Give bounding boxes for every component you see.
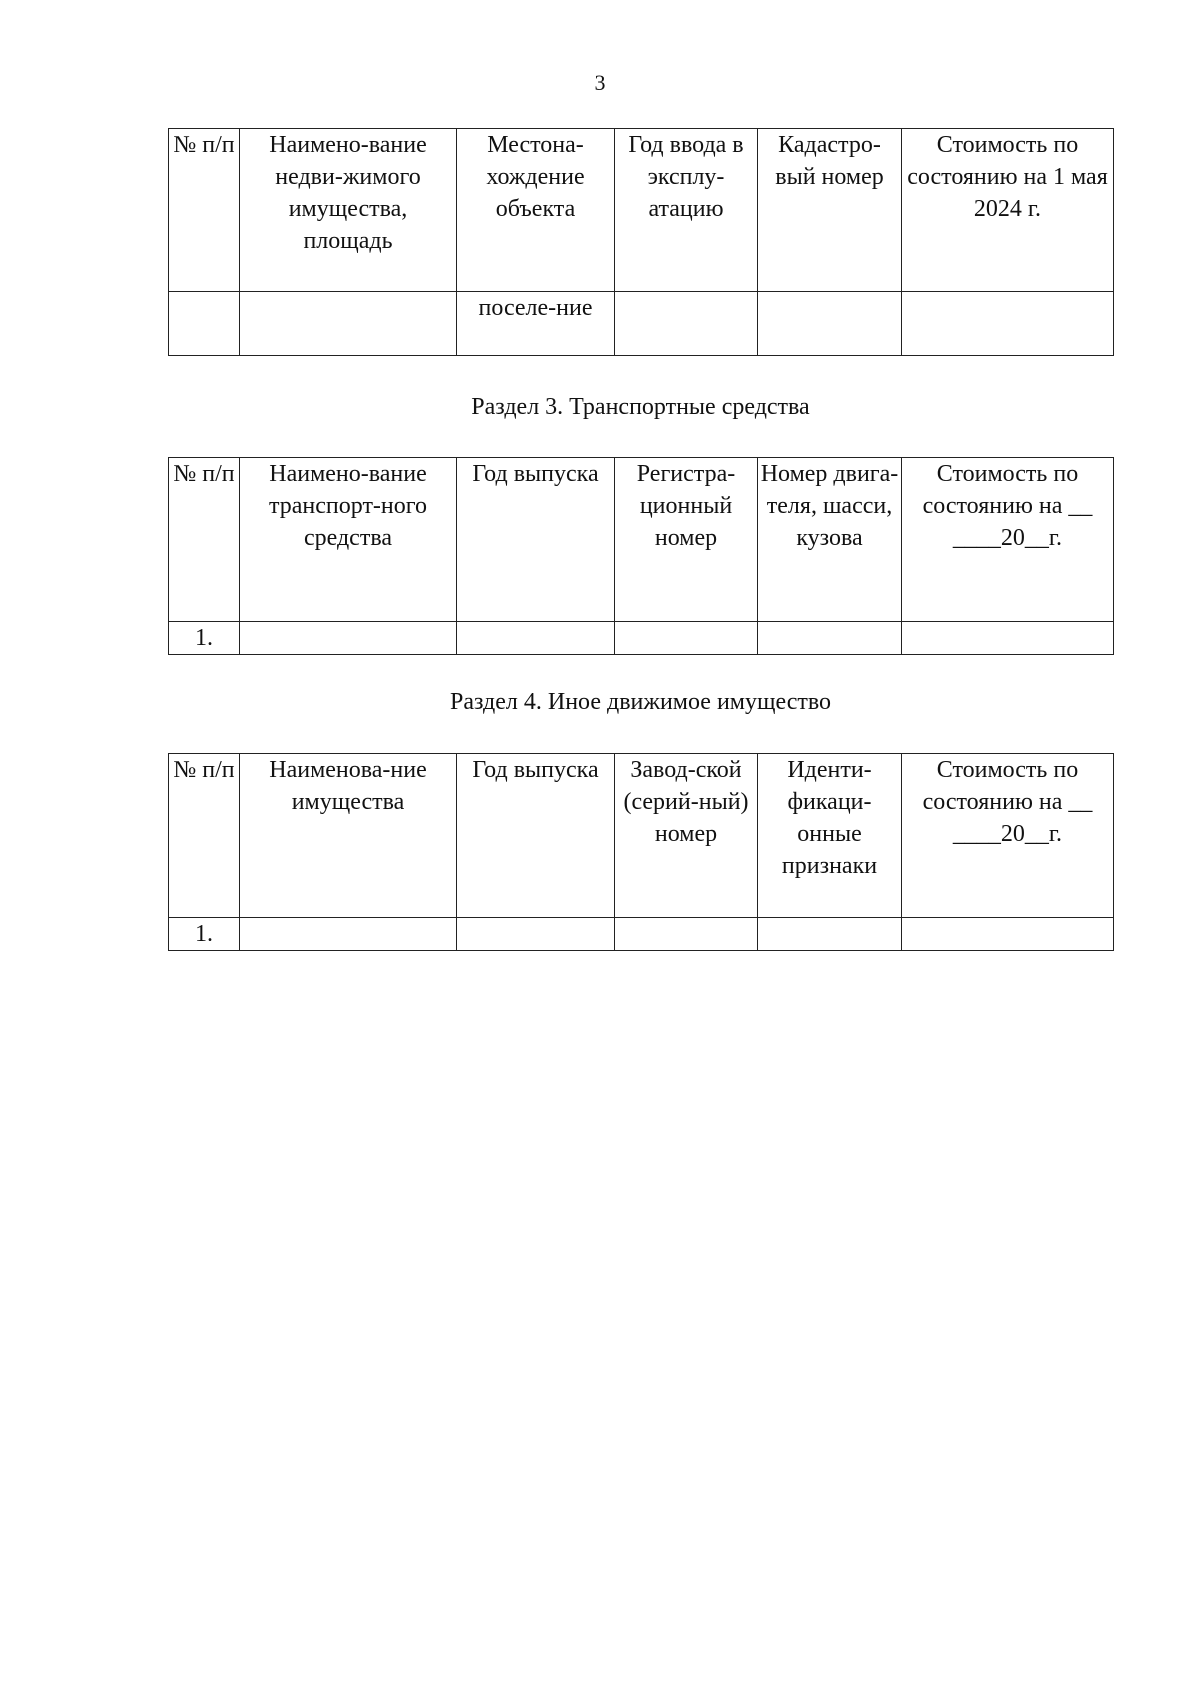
table-cell [758,918,902,951]
header-cell-cadastral: Кадастро-вый номер [758,129,902,292]
table-cell [902,622,1114,655]
table-cell [902,292,1114,356]
page-number: 3 [594,70,606,95]
header-cell-name: Наименова-ние имущества [240,754,457,918]
table-row [169,622,1114,655]
table-cell: 1. [169,622,240,655]
table-header-row [169,458,1114,622]
table-cell [902,918,1114,951]
header-cell-identification: Иденти-фикаци-онные признаки [758,754,902,918]
table-header-row [169,129,1114,292]
section-3-title: Раздел 3. Транспортные средства [471,394,810,420]
table-cell [457,918,615,951]
table-cell [457,622,615,655]
table-cell [615,918,758,951]
section-4-title: Раздел 4. Иное движимое имущество [449,689,832,715]
table-cell: 1. [169,918,240,951]
header-cell-engine: Номер двига-теля, шасси, кузова [758,458,902,622]
table-cell [758,292,902,356]
table-cell [240,622,457,655]
table-cell [615,292,758,356]
table-row [169,918,1114,951]
header-cell-name: Наимено-вание транспорт-ного средства [240,458,457,622]
table-cell [169,292,240,356]
header-cell-number: № п/п [169,458,240,622]
table-cell [240,918,457,951]
header-cell-location: Местона-хождение объекта [457,129,615,292]
table-cell [758,622,902,655]
header-cell-value: Стоимость по состоянию на __ ____20__г. [902,458,1114,622]
header-cell-number: № п/п [169,129,240,292]
table-cell: поселе-ние [457,292,615,356]
header-cell-year: Год ввода в эксплу-атацию [615,129,758,292]
header-cell-year: Год выпуска [457,458,615,622]
header-cell-value: Стоимость по состоянию на 1 мая 2024 г. [902,129,1114,292]
header-cell-registration: Регистра-ционный номер [615,458,758,622]
header-cell-number: № п/п [169,754,240,918]
table-header-row [169,754,1114,918]
table-cell [615,622,758,655]
table-row [169,292,1114,356]
header-cell-year: Год выпуска [457,754,615,918]
real-estate-table [168,128,1114,356]
header-cell-serial: Завод-ской (серий-ный) номер [615,754,758,918]
vehicles-table [168,457,1114,655]
header-cell-value: Стоимость по состоянию на __ ____20__г. [902,754,1114,918]
table-cell [240,292,457,356]
header-cell-name: Наимено-вание недви-жимого имущества, площадь [240,129,457,292]
movable-property-table [168,753,1114,951]
